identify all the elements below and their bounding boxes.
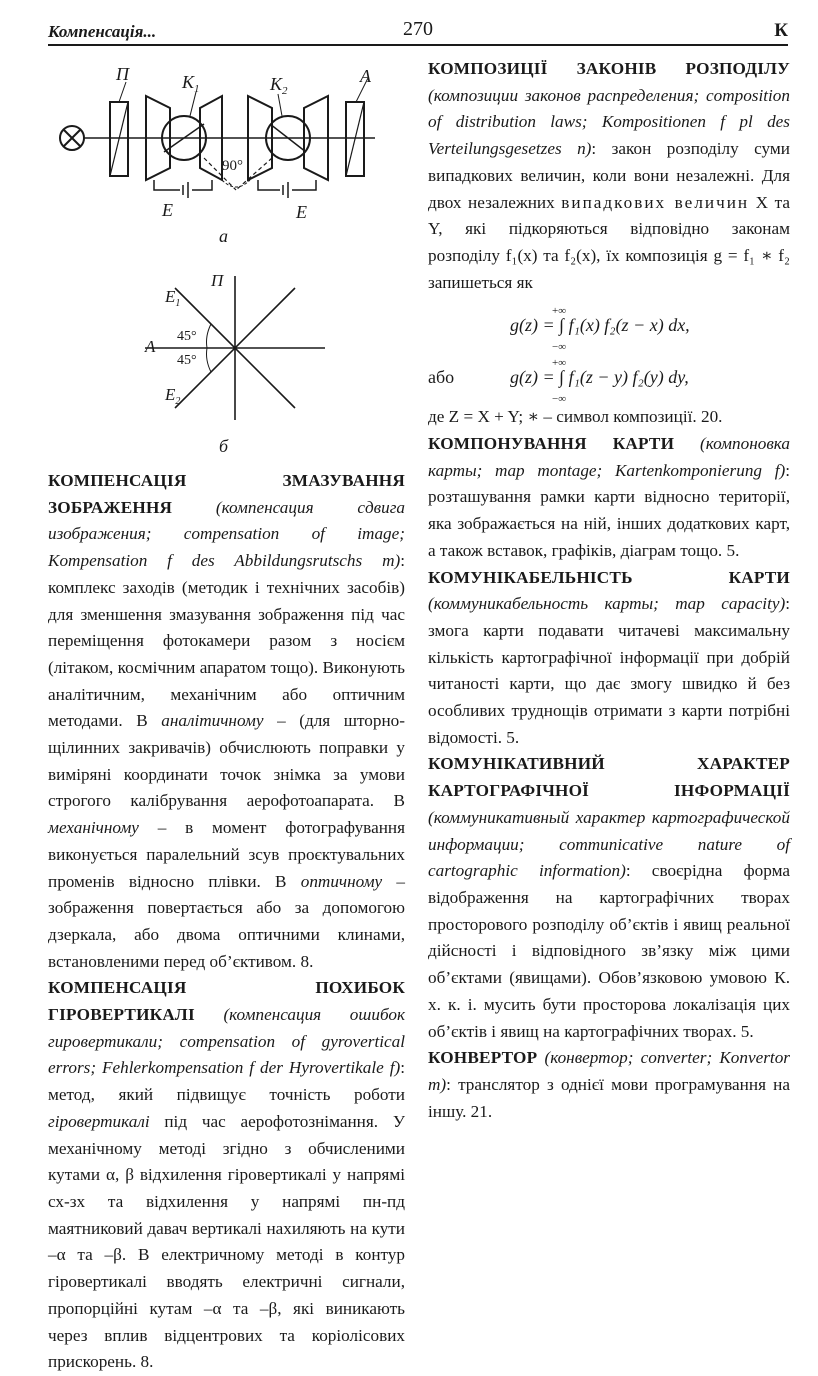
label-p: П [211,271,224,290]
entry-komunikatyvnyi [428,751,790,1045]
label-e1: $E_1$ [165,287,181,309]
entry-konvertor [428,1045,790,1125]
entry-body: під час аерофотознімання. У механічному методі згідно з обчисленими кутами α, β відхилення гіровертикалі у напрямі сх-зх та відхилення у напрямі пн-пд маятниковий давач вертикалі нахиляють на кути –α та –β. В електричному методі в контур гіровертикалі вводять електричні сигнали, пропорційні кутам –α та –β, які виникають через вплив відцентрових та коріолісових прискорень. 8. [48,1111,405,1372]
entry-translations: (компенсация ошибок гировертикали; compensation of gyrovertical errors; Fehlerkompensation f der Hyrovertikale f) [48,1005,405,1078]
entry-emphasis: механічному [48,818,139,838]
entry-term: КОМПЕНСАЦІЯ ПОХИБОК ГІРОВЕРТИКАЛІ [48,978,405,1025]
entry-translations: (компоновка карты; map montage; Kartenkomponierung f) [428,434,790,480]
label-a: A [145,337,156,356]
entry-term: КОМПОНУВАННЯ КАРТИ [428,434,675,454]
entry-translations: (компенсация сдвига изображения; compensation of image; Kompensation f des Abbildungsrutschs m) [48,497,405,571]
entry-body: : транслятор з однієї мови програмування на іншу. 21. [428,1074,790,1121]
formula-or-label: або [428,367,455,388]
entry-pokhybok [48,975,405,1376]
right-column [428,56,790,1125]
entry-zmazuvannia [48,468,405,975]
entry-translations: (композиции законов распределения; composition of distribution laws; Kompositionen f pl des Verteilungsgesetzes n) [428,85,790,159]
label-e-right: E [296,202,307,222]
entry-kompozytsii-tail: де Z = X + Y; ∗ – символ композиції. 20. [428,407,723,427]
running-head: Компенсація... [48,22,157,41]
label-angle-45-top: 45° [177,329,197,344]
figure-b-caption: б [219,436,229,456]
label-e2: $E_2$ [165,385,181,407]
entry-komunikabelnist [428,565,790,752]
page-header [48,14,788,46]
formula-expression: g(z) = ∫ f₁(x) f₂(z − x) dx, [510,315,690,336]
entry-body: : метод, який підвищує точність роботи [48,1058,405,1105]
integral-upper-limit: +∞ [552,357,567,370]
entry-translations: (коммуникативный характер картографической информации; communicative nature of cartographic information) [428,807,790,881]
entry-kompozytsii [428,56,790,296]
entry-body: : своєрідна форма відображення на картографічних творах просторового розподілу об’єктів і явищ реальної дійсності і відповідного зв’язку між цими об’єктами (явищами). Обов’язковою умовою К. х. к. і. мусить бути просторова локалізація цих об’єктів і явищ на картографічних творах. 5. [428,861,790,1041]
section-letter: К [774,20,788,41]
entry-body: – в момент фотографування виконується паралельний зсув проєктувальних променів відносно плівки. В [48,818,405,891]
entry-spaced-text: випадкових величин [561,192,750,212]
integral-upper-limit: +∞ [552,305,567,318]
entry-body: X та Y, які підкоряються відповідно законам розподілу f₁(x) та f₂(x), їх композиція g = f₁ ∗ f₂ запишеться як [428,192,790,292]
left-column [48,468,405,1376]
label-k2: $K_2$ [270,74,288,97]
entry-term: КОНВЕРТОР [428,1048,538,1068]
entry-term: КОМПЕНСАЦІЯ ЗМАЗУВАННЯ ЗОБРАЖЕННЯ [48,471,405,517]
integral-lower-limit: −∞ [552,393,567,406]
formula-expression: g(z) = ∫ f₁(z − y) f₂(y) dy, [510,367,689,388]
entry-emphasis: оптичному [300,871,383,891]
label-angle-90: 90° [222,158,243,174]
figure-b-angle-diagram [135,268,335,458]
entry-term: КОМУНІКАБЕЛЬНІСТЬ КАРТИ [428,567,790,587]
entry-komponuvannia [428,431,790,565]
figure-a-compensator-diagram [50,58,400,248]
entry-body: : розташування рамки карти відносно території, яка зображається на ній, інших додаткових карт, а також вставок, графіків, діаграм тощо. 5. [428,460,790,560]
label-p: П [116,64,129,84]
label-a: A [360,66,371,86]
label-angle-45-bottom: 45° [177,353,197,368]
entry-body: – (для шторно-щілинних закривачів) обчислюють поправки у виміряні координати точок знімка за умови строгого калібрування аерофотоапарата. В [48,711,405,811]
entry-body: : змога карти подавати читачеві максимальну кількість картографічної інформації при добрій читаності карти, що дає змогу швидко й без особливих труднощів отримати з карти потрібні відомості. 5. [428,594,790,747]
entry-body: : комплекс заходів (методик і технічних засобів) для зменшення змазування зображення під час переміщення фотокамери разом з носієм (літаком, космічним апаратом тощо). Виконують аналітичним, механічним або оптичним методами. В [48,551,405,731]
page-number: 270 [403,18,433,40]
entry-emphasis: гіровертикалі [48,1111,150,1131]
entry-emphasis: аналітичному [161,711,264,731]
formula-2 [428,352,790,406]
entry-term: КОМУНІКАТИВНИЙ ХАРАКТЕР КАРТОГРАФІЧНОЇ ІНФОРМАЦІЇ [428,754,790,801]
entry-term: КОМПОЗИЦІЇ ЗАКОНІВ РОЗПОДІЛУ [428,59,790,78]
figure-a-caption: а [219,226,228,246]
integral-lower-limit: −∞ [552,341,567,354]
entry-body: : закон розподілу суми випадкових величин, коли вони незалежні. Для двох незалежних [428,139,790,212]
entry-translations: (конвертор; converter; Konvertor m) [428,1048,790,1094]
entry-body: – зображення повертається або за допомогою дзеркала, або двома оптичними клинами, встановленими перед об’єктивом. 8. [48,871,406,971]
label-k1: $K_1$ [182,72,200,95]
formula-1 [428,300,790,354]
label-e-left: E [162,200,173,220]
entry-translations: (коммуникабельность карты; map capacity) [428,594,786,614]
